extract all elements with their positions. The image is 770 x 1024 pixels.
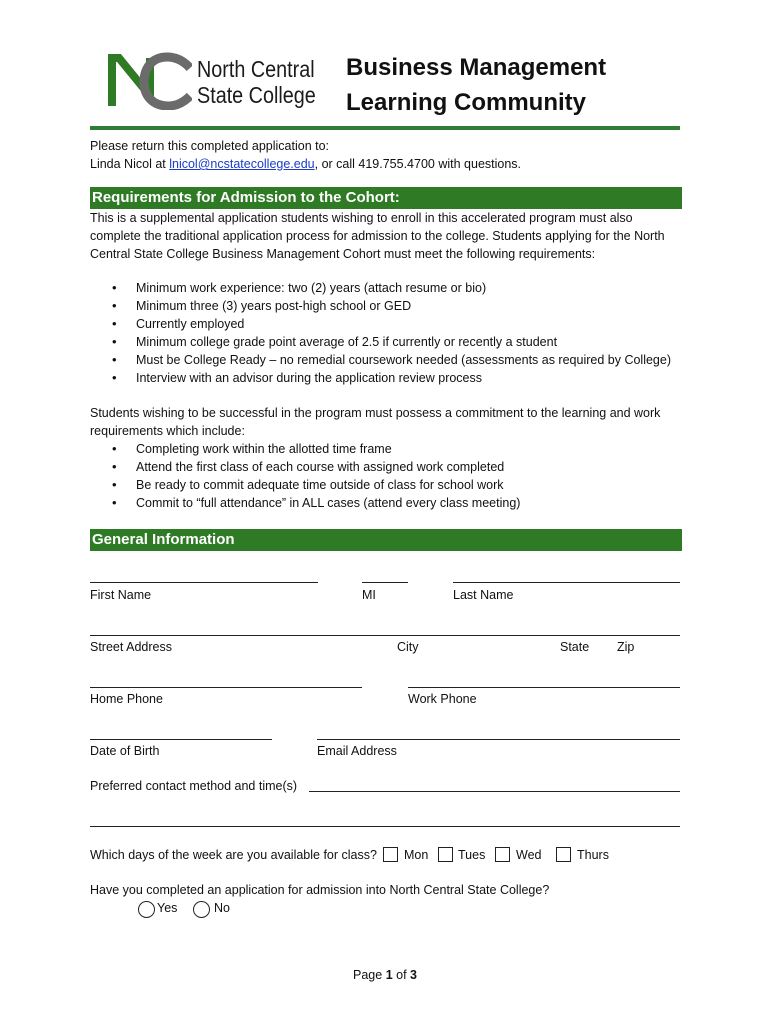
list-item: • Currently employed: [90, 315, 671, 333]
list-item: • Minimum three (3) years post-high school or GED: [90, 297, 671, 315]
page-number: [0, 966, 770, 984]
page-current: 1: [385, 968, 393, 982]
requirements-heading: Requirements for Admission to the Cohort:: [90, 187, 682, 209]
general-info-heading: General Information: [90, 529, 682, 551]
title-line1: Business Management: [346, 54, 607, 81]
contact-prefix: Linda Nicol at: [90, 157, 170, 171]
preferred-contact-label: Preferred contact method and time(s): [90, 779, 298, 793]
commitment-list: [90, 440, 520, 512]
list-item: • Be ready to commit adequate time outside of class for school work: [90, 476, 520, 494]
work-phone-field[interactable]: [408, 687, 680, 688]
thurs-label: Thurs: [577, 848, 609, 862]
list-item: • Interview with an advisor during the application review process: [90, 369, 671, 387]
college-name: [197, 56, 316, 108]
mi-field[interactable]: [362, 582, 408, 583]
list-item: • Minimum work experience: two (2) years (attach resume or bio): [90, 279, 671, 297]
wed-checkbox[interactable]: [495, 847, 510, 862]
preferred-contact-field[interactable]: [309, 791, 680, 792]
wed-label: Wed: [516, 848, 542, 862]
requirements-list: [90, 279, 671, 387]
title-line2: Learning Community: [346, 89, 587, 116]
return-line: Please return this completed application to:: [90, 139, 330, 153]
yes-label: Yes: [157, 901, 178, 915]
tues-label: Tues: [458, 848, 486, 862]
college-name-line2: State College: [197, 82, 316, 108]
page-label: Page: [353, 968, 386, 982]
street-address-label: Street Address: [90, 640, 172, 654]
requirements-paragraph: This is a supplemental application students wishing to enroll in this accelerated program must also complete the traditional application process for admission to the college. Students applying for the North Central State College Business Management Cohort must meet the following requirements:: [90, 211, 665, 261]
mon-label: Mon: [404, 848, 429, 862]
first-name-field[interactable]: [90, 582, 318, 583]
dob-field[interactable]: [90, 739, 272, 740]
first-name-label: First Name: [90, 588, 152, 602]
address-field[interactable]: [90, 635, 680, 636]
yes-radio[interactable]: [138, 901, 155, 918]
no-radio[interactable]: [193, 901, 210, 918]
last-name-field[interactable]: [453, 582, 680, 583]
return-instructions: [90, 137, 521, 173]
city-label: City: [397, 640, 419, 654]
no-label: No: [214, 901, 230, 915]
contact-line: [90, 155, 521, 173]
email-label: Email Address: [317, 744, 397, 758]
list-item: • Must be College Ready – no remedial coursework needed (assessments as required by College): [90, 351, 671, 369]
dob-label: Date of Birth: [90, 744, 160, 758]
college-name-line1: North Central: [197, 56, 315, 82]
list-item: • Minimum college grade point average of 2.5 if currently or recently a student: [90, 333, 671, 351]
home-phone-field[interactable]: [90, 687, 362, 688]
tues-checkbox[interactable]: [438, 847, 453, 862]
work-phone-label: Work Phone: [408, 692, 477, 706]
list-item: • Attend the first class of each course with assigned work completed: [90, 458, 520, 476]
commitment-intro: Students wishing to be successful in the program must possess a commitment to the learning and work requirements which include:: [90, 406, 661, 438]
contact-email-link[interactable]: lnicol@ncstatecollege.edu: [169, 157, 315, 171]
contact-suffix: , or call 419.755.4700 with questions.: [314, 157, 522, 171]
college-logo-monogram: [108, 52, 192, 110]
mi-label: MI: [362, 588, 376, 602]
page-of-label: of: [392, 968, 411, 982]
mon-checkbox[interactable]: [383, 847, 398, 862]
page-total: 3: [410, 968, 417, 982]
last-name-label: Last Name: [453, 588, 514, 602]
header-divider: [90, 126, 680, 130]
state-label: State: [560, 640, 590, 654]
zip-label: Zip: [617, 640, 635, 654]
applied-question: Have you completed an application for admission into North Central State College?: [90, 883, 550, 897]
thurs-checkbox[interactable]: [556, 847, 571, 862]
preferred-contact-field-line2[interactable]: [90, 826, 680, 827]
home-phone-label: Home Phone: [90, 692, 163, 706]
page-title: [346, 50, 606, 120]
list-item: • Completing work within the allotted time frame: [90, 440, 520, 458]
email-field[interactable]: [317, 739, 680, 740]
days-question: Which days of the week are you available for class?: [90, 848, 377, 862]
list-item: • Commit to “full attendance” in ALL cases (attend every class meeting): [90, 494, 520, 512]
